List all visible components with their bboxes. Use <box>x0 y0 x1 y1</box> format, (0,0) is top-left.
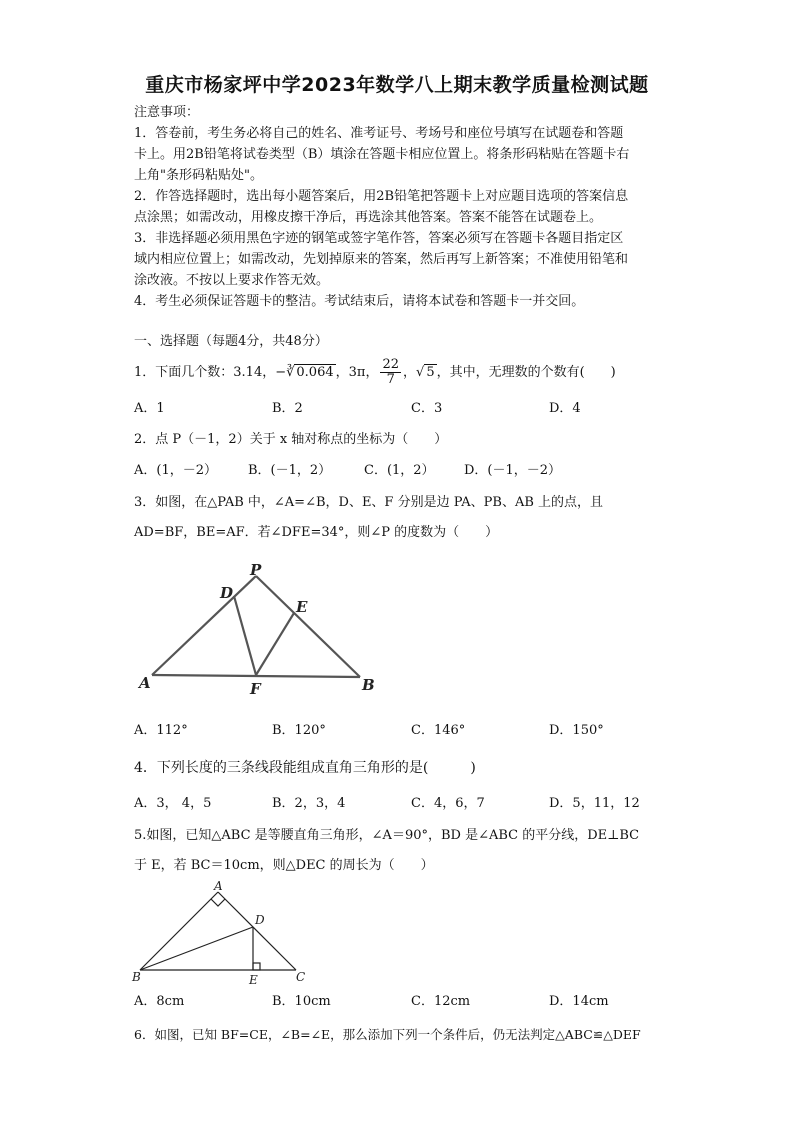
label-c: C <box>296 970 306 984</box>
q3-triangle-figure <box>134 560 384 700</box>
q4-option-a[interactable]: A．3， 4，5 <box>134 796 212 811</box>
q3-option-a[interactable]: A．112° <box>134 723 188 738</box>
question-3-line2: AD=BF，BE=AF．若∠DFE=34°，则∠P 的度数为（ ） <box>134 525 499 540</box>
q3-option-b[interactable]: B．120° <box>272 723 326 738</box>
q1-suffix: ，其中，无理数的个数有( ) <box>436 365 616 380</box>
q1-option-b[interactable]: B．2 <box>272 401 303 416</box>
q3-option-d[interactable]: D．150° <box>549 723 604 738</box>
q1-fraction: $\frac{22}{7}$ <box>382 357 399 387</box>
label-a: A <box>214 880 223 893</box>
q1-sep: ，3π， <box>335 365 379 380</box>
notice-line: 卡上。用2B铅笔将试卷类型（B）填涂在答题卡相应位置上。将条形码粘贴在答题卡右 <box>134 147 630 162</box>
q5-triangle-figure <box>130 880 310 988</box>
label-e: E <box>249 973 258 987</box>
q1-option-c[interactable]: C．3 <box>411 401 443 416</box>
notice-line: 域内相应位置上；如需改动，先划掉原来的答案，然后再写上新答案；不准使用铅笔和 <box>134 252 629 267</box>
q5-triangle-lines <box>140 892 296 970</box>
page-title: 重庆市杨家坪中学2023年数学八上期末教学质量检测试题 <box>145 74 649 96</box>
q1-option-d[interactable]: D．4 <box>549 401 581 416</box>
question-3-line1: 3．如图，在△PAB 中，∠A=∠B，D、E、F 分别是边 PA、PB、AB 上的点，且 <box>134 495 604 510</box>
question-1: 1．下面几个数：3.14，−∛ 0.064 ，3π， $\frac{22}{7}$ ，√ 5 ，其中，无理数的个数有( ) <box>134 357 616 387</box>
label-b: B <box>362 676 375 694</box>
label-d: D <box>255 913 265 927</box>
question-2: 2．点 P（－1，2）关于 x 轴对称点的坐标为（ ） <box>134 432 448 447</box>
q1-sqrt: √ 5 <box>416 365 435 380</box>
q1-cube-root: −∛ 0.064 <box>275 365 334 380</box>
notice-line: 1．答卷前，考生务必将自己的姓名、准考证号、考场号和座位号填写在试题卷和答题 <box>134 126 624 141</box>
label-a: A <box>139 674 151 692</box>
question-5-line2: 于 E，若 BC＝10cm，则△DEC 的周长为（ ） <box>134 858 434 873</box>
q5-option-a[interactable]: A．8cm <box>134 994 185 1009</box>
q4-option-d[interactable]: D．5，11，12 <box>549 796 640 811</box>
section-heading: 一、选择题（每题4分，共48分） <box>134 334 328 349</box>
notice-line: 点涂黑；如需改动，用橡皮擦干净后，再选涂其他答案。答案不能答在试题卷上。 <box>134 210 603 225</box>
q5-option-d[interactable]: D．14cm <box>549 994 609 1009</box>
q2-option-a[interactable]: A．(1，－2） <box>134 463 218 478</box>
label-e: E <box>296 598 308 616</box>
q5-option-b[interactable]: B．10cm <box>272 994 331 1009</box>
label-d: D <box>220 584 234 602</box>
q2-option-d[interactable]: D．(－1，－2） <box>464 463 562 478</box>
q4-option-b[interactable]: B．2，3，4 <box>272 796 346 811</box>
question-4: 4．下列长度的三条线段能组成直角三角形的是( ) <box>134 760 476 776</box>
q2-option-b[interactable]: B．(－1，2） <box>248 463 332 478</box>
notice-line: 3．非选择题必须用黑色字迹的钢笔或签字笔作答，答案必须写在答题卡各题目指定区 <box>134 231 624 246</box>
q3-option-c[interactable]: C．146° <box>411 723 466 738</box>
q1-option-a[interactable]: A．1 <box>134 401 165 416</box>
q5-option-c[interactable]: C．12cm <box>411 994 471 1009</box>
notice-line: 4．考生必须保证答题卡的整洁。考试结束后，请将本试卷和答题卡一并交回。 <box>134 294 585 309</box>
q4-option-c[interactable]: C．4，6，7 <box>411 796 485 811</box>
notice-line: 上角"条形码粘贴处"。 <box>134 168 263 183</box>
q3-triangle-lines <box>152 576 360 677</box>
notice-line: 2．作答选择题时，选出每小题答案后，用2B铅笔把答题卡上对应题目选项的答案信息 <box>134 189 629 204</box>
question-5-line1: 5.如图，已知△ABC 是等腰直角三角形，∠A＝90°，BD 是∠ABC 的平分线，DE⊥BC <box>134 828 640 843</box>
q1-prefix: 1．下面几个数：3.14， <box>134 365 276 380</box>
notice-heading: 注意事项： <box>134 105 200 120</box>
label-f: F <box>250 680 261 698</box>
q1-radicand: 0.064 <box>296 365 334 380</box>
label-p: P <box>250 561 262 579</box>
question-6: 6．如图，已知 BF=CE，∠B=∠E，那么添加下列一个条件后，仍无法判定△ABC≌△DEF <box>134 1027 641 1042</box>
label-b: B <box>132 970 141 984</box>
q2-option-c[interactable]: C．(1，2） <box>364 463 435 478</box>
notice-line: 涂改液。不按以上要求作答无效。 <box>134 273 330 288</box>
